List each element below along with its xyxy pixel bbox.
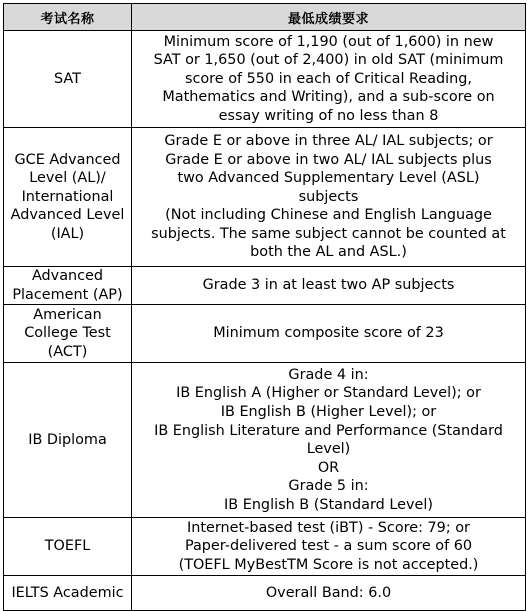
requirement-cell [132, 267, 526, 305]
header-exam-name: 考试名称 [4, 4, 132, 31]
exam-name-line: International [21, 188, 114, 205]
table-row [4, 267, 526, 305]
requirement-line: Grade 4 in: [288, 366, 369, 383]
exam-name-cell [4, 31, 132, 128]
requirement-line: Overall Band: 6.0 [265, 584, 392, 601]
table-row [4, 363, 526, 518]
score-requirements-table [3, 3, 526, 611]
requirement-cell [132, 31, 526, 128]
exam-name-line: Level (AL)/ [29, 170, 106, 187]
table-row [4, 576, 526, 611]
requirement-cell [132, 576, 526, 611]
header-min-requirement: 最低成绩要求 [132, 4, 526, 31]
requirement-line: Internet-based test (iBT) - Score: 79; or [187, 519, 470, 536]
exam-name-line: American [33, 306, 102, 323]
exam-name-cell [4, 363, 132, 518]
requirement-cell [132, 518, 526, 576]
exam-name-cell [4, 267, 132, 305]
requirement-line: Grade 5 in: [288, 478, 369, 495]
requirement-line: Grade E or above in three AL/ IAL subjects; or [164, 132, 493, 149]
requirement-line: essay writing of no less than 8 [218, 107, 439, 124]
exam-name-line: College Test [24, 325, 111, 342]
requirement-line: two Advanced Supplementary Level (ASL) [177, 170, 480, 187]
table-row [4, 518, 526, 576]
requirement-cell [132, 363, 526, 518]
exam-name-line: IB Diploma [28, 431, 107, 448]
requirement-line: Grade 3 in at least two AP subjects [202, 277, 455, 294]
exam-name-cell [4, 576, 132, 611]
exam-name-line: Placement (AP) [12, 286, 123, 303]
exam-name-cell [4, 128, 132, 267]
exam-name-line: Advanced Level [10, 207, 125, 224]
table-row [4, 128, 526, 267]
table-row [4, 31, 526, 128]
requirement-line: Level) [306, 441, 351, 458]
requirement-line: (Not including Chinese and English Language [165, 207, 492, 224]
requirement-line: subjects. The same subject cannot be counted at [151, 225, 506, 242]
exam-name-line: TOEFL [44, 538, 91, 555]
requirement-line: SAT or 1,650 (out of 2,400) in old SAT (minimum [153, 52, 504, 69]
requirement-line: both the AL and ASL.) [250, 244, 407, 261]
exam-name-line: (IAL) [50, 225, 85, 242]
requirement-line: Minimum composite score of 23 [213, 325, 444, 342]
requirement-cell [132, 305, 526, 363]
requirement-line: (TOEFL MyBestTM Score is not accepted.) [178, 556, 479, 573]
exam-name-line: SAT [54, 70, 81, 87]
requirement-line: IB English B (Standard Level) [224, 496, 433, 513]
requirement-line: OR [317, 459, 340, 476]
requirement-line: score of 550 in each of Critical Reading, [184, 70, 473, 87]
exam-name-line: GCE Advanced [14, 151, 121, 168]
requirement-line: IB English A (Higher or Standard Level); or [176, 385, 481, 402]
requirement-line: Minimum score of 1,190 (out of 1,600) in new [163, 33, 494, 50]
requirement-line: IB English Literature and Performance (Standard [154, 422, 503, 439]
requirement-line: Mathematics and Writing), and a sub-score on [162, 89, 495, 106]
exam-name-line: Advanced [31, 268, 104, 284]
requirement-cell [132, 128, 526, 267]
exam-name-line: (ACT) [47, 343, 88, 360]
requirement-line: subjects [298, 188, 359, 205]
exam-name-cell [4, 305, 132, 363]
exam-name-cell [4, 518, 132, 576]
requirement-line: IB English B (Higher Level); or [220, 404, 437, 420]
requirement-line: Grade E or above in two AL/ IAL subjects plus [165, 151, 492, 168]
requirement-line: Paper-delivered test - a sum score of 60 [184, 538, 473, 555]
table-header-row [4, 4, 526, 31]
exam-name-line: IELTS Academic [11, 584, 124, 601]
table-row [4, 305, 526, 363]
